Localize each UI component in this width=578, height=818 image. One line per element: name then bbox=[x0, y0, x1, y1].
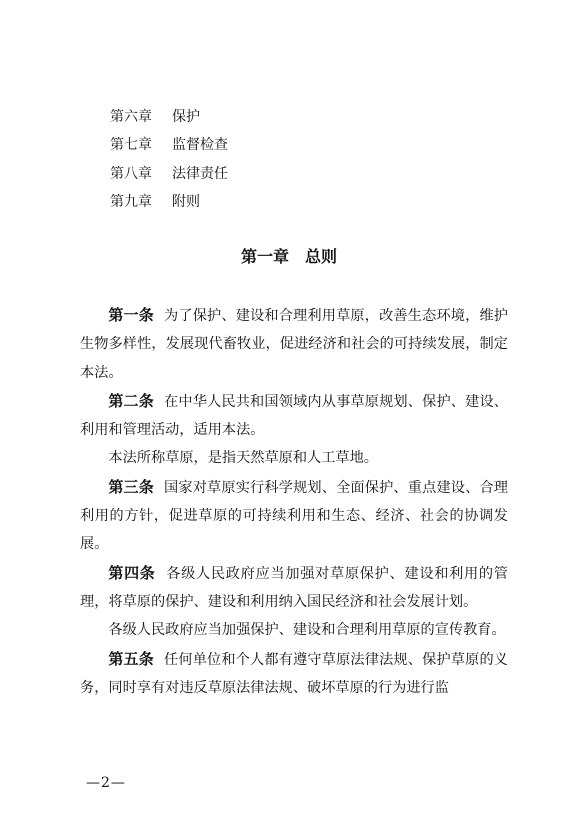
document-body bbox=[80, 301, 508, 702]
paragraph-text: 任何单位和个人都有遵守草原法律法规、保护草原的义务，同时享有对违反草原法律法规、破坏草原的行为进行监 bbox=[80, 651, 508, 696]
article-paragraph bbox=[80, 473, 508, 559]
article-paragraph bbox=[80, 559, 508, 617]
article-label: 第五条 bbox=[108, 649, 154, 668]
toc-item bbox=[110, 160, 228, 188]
article-paragraph bbox=[80, 645, 508, 703]
toc-item bbox=[110, 131, 228, 159]
chapter-title: 总则 bbox=[305, 247, 338, 266]
article-paragraph bbox=[80, 387, 508, 445]
paragraph-text: 本法所称草原，是指天然草原和人工草地。 bbox=[108, 450, 378, 467]
paragraph-text: 国家对草原实行科学规划、全面保护、重点建设、合理利用的方针，促进草原的可持续利用和生态、经济、社会的协调发展。 bbox=[80, 479, 508, 553]
table-of-contents bbox=[110, 103, 228, 216]
chapter-heading bbox=[0, 244, 578, 267]
article-label: 第三条 bbox=[108, 477, 154, 496]
toc-chapter-title: 附则 bbox=[172, 193, 200, 210]
toc-chapter-number: 第八章 bbox=[110, 165, 152, 182]
paragraph-text: 各级人民政府应当加强保护、建设和合理利用草原的宣传教育。 bbox=[108, 622, 506, 639]
page-number: —2— bbox=[86, 775, 126, 791]
toc-chapter-title: 法律责任 bbox=[172, 165, 228, 182]
paragraph-text: 在中华人民共和国领域内从事草原规划、保护、建设、利用和管理活动，适用本法。 bbox=[80, 393, 508, 439]
article-paragraph bbox=[80, 301, 508, 387]
toc-chapter-number: 第六章 bbox=[110, 109, 152, 125]
toc-chapter-title: 监督检查 bbox=[172, 137, 228, 154]
chapter-number: 第一章 bbox=[240, 247, 289, 266]
article-label: 第一条 bbox=[108, 306, 154, 324]
paragraph-text: 各级人民政府应当加强对草原保护、建设和利用的管理，将草原的保护、建设和利用纳入国民经济和社会发展计划。 bbox=[80, 565, 508, 610]
toc-chapter-title: 保护 bbox=[172, 109, 200, 125]
toc-chapter-number: 第七章 bbox=[110, 137, 152, 154]
toc-item bbox=[110, 103, 228, 131]
article-label: 第二条 bbox=[108, 391, 154, 410]
toc-chapter-number: 第九章 bbox=[110, 193, 152, 210]
article-label: 第四条 bbox=[108, 563, 156, 582]
toc-item bbox=[110, 188, 228, 216]
paragraph-text: 为了保护、建设和合理利用草原，改善生态环境，维护生物多样性，发展现代畜牧业，促进经济和社会的可持续发展，制定本法。 bbox=[80, 308, 508, 381]
paragraph bbox=[80, 444, 508, 472]
paragraph bbox=[80, 616, 508, 644]
